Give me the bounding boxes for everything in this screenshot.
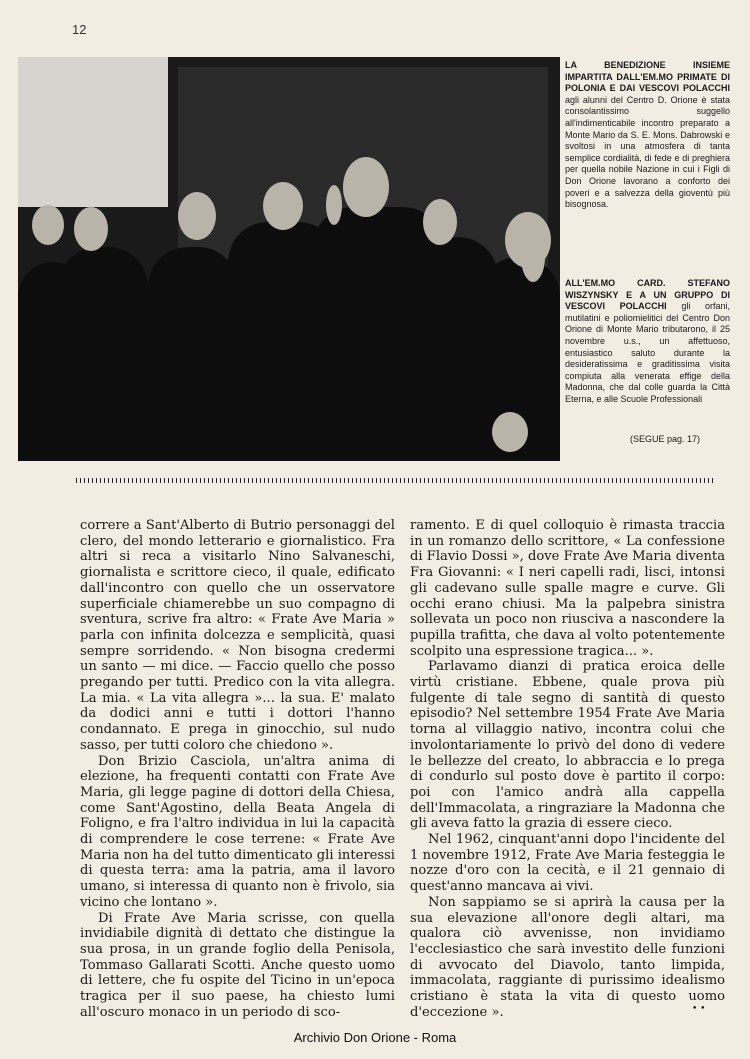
page-number: 12 [72,22,87,37]
paragraph: Non sappiamo se si aprirà la causa per la sua elevazione all'onore degli altari, ma qualora ciò avvenisse, non invidiamo l'ecclesiastico che sarà investito delle funzioni di avvocato del Diavolo, tanto limpida, immacolata, raggiante di purissimo idealismo cristiano è stata la vita di questo uomo d'eccezione ». [410,894,725,1020]
caption-1-lead: LA BENEDIZIONE INSIEME IMPARTITA DALL'EM.MO PRIMATE DI POLONIA E DAI VESCOVI POLACCHI [565,60,730,94]
left-column [80,518,395,1021]
paragraph: Don Brizio Casciola, un'altra anima di elezione, ha frequenti contatti con Frate Ave Maria, gli legge pagine di dottori della Chiesa, come Sant'Agostino, della Beata Angela di Foligno, e fra l'altro individua in lui la capacità di comprendere le cose terrene: « Frate Ave Maria non ha del tutto dimenticato gli interessi di questa terra: ama la patria, ama il lavoro umano, si interessa di quanto non è frivolo, sia vicino che lontano ». [80,753,395,910]
paragraph: Di Frate Ave Maria scrisse, con quella invidiabile dignità di dettato che distingue la sua prosa, in un grande foglio della Penisola, Tommaso Gallarati Scotti. Anche questo uomo di lettere, che fu ospite del Ticino in un'epoca tragica per il suo paese, ha chiesto lumi all'oscuro monaco in un periodo di sco- [80,910,395,1020]
caption-2-text: gli orfani, mutilatini e poliomielitici del Centro Don Orione di Monte Mario tributarono, il 25 novembre u.s., un affettuoso, entusiastico saluto durante la desideratissima e graditissima visita compiuta alla venerata effige della Madonna, che dal colle guarda la Città Eterna, e alle Scuole Professionali [565,301,730,404]
paragraph: Nel 1962, cinquant'anni dopo l'incidente del 1 novembre 1912, Frate Ave Maria festeggia le nozze d'oro con la cecità, e il 21 gennaio di quest'anno mancava ai vivi. [410,832,725,895]
paragraph: Parlavamo dianzi di pratica eroica delle virtù cristiane. Ebbene, quale prova più fulgente di tale segno di santità di questo episodio? Nel settembre 1954 Frate Ave Maria torna al villaggio nativo, incontra colui che involontariamente lo privò del dono di vedere le bellezze del creato, lo abbraccia e lo prega di condurlo sul posto dove è partito il corpo: poi con l'amico andrà alla cappella dell'Immacolata, a ringraziare la Madonna che gli aveva fatto la grazia di essere cieco. [410,659,725,832]
caption-1-text: agli alunni del Centro D. Orione è stata consolantissimo suggello all'indimenticabile incontro preparato a Monte Mario da S. E. Mons. Dabrowski e svoltosi in una atmosfera di tanta semplice cordialità, di fede e di preghiera per quella nobile Nazione in cui i Figli di Don Orione lavorano a conforto dei poveri e a salvezza della gioventù più bisognosa. [565,94,730,210]
paragraph: ramento. E di quel colloquio è rimasta traccia in un romanzo dello scrittore, « La confessione di Flavio Dossi », dove Frate Ave Maria diventa Fra Giovanni: « I neri capelli radi, lisci, intonsi gli cadevano sulle spalle magre e curve. Gli occhi erano chiusi. Ma la palpebra sinistra sollevata un poco non riusciva a nascondere la pupilla trafitta, che dava al volto potentemente scolpito una espressione tragica... ». [410,518,725,659]
archive-footer: Archivio Don Orione - Roma [293,1030,457,1045]
caption-2-lead: ALL'EM.MO CARD. STEFANO WISZYNSKY E A UN GRUPPO DI VESCOVI POLACCHI [565,278,730,312]
group-photo [18,57,560,461]
photo-caption-2 [565,278,730,406]
right-column [410,518,725,1021]
photo-caption-1 [565,60,730,211]
paragraph: correre a Sant'Alberto di Butrio personaggi del clero, del mondo letterario e giornalistico. Fra altri si reca a visitarlo Nino Salvaneschi, giornalista e scrittore cieco, il quale, edificato dall'incontro con quello che un osservatore superficiale chiamerebbe un suo compagno di sventura, scrive fra altro: « Frate Ave Maria » parla con infinita dolcezza e semplicità, quasi sempre sorridendo. « Non bisogna credermi un santo — mi dice. — Faccio quello che posso pregando per tutti. Predico con la vita allegra. La mia. « La vita allegra »... la sua. E' malato da dodici anni e tutti i dottori l'hanno condannato. E prega in ginocchio, sul nudo sasso, per tutti coloro che chiedono ». [80,518,395,753]
continued-reference: (SEGUE pag. 17) [630,434,701,444]
section-divider [76,478,716,483]
end-mark: • • [692,1004,706,1014]
